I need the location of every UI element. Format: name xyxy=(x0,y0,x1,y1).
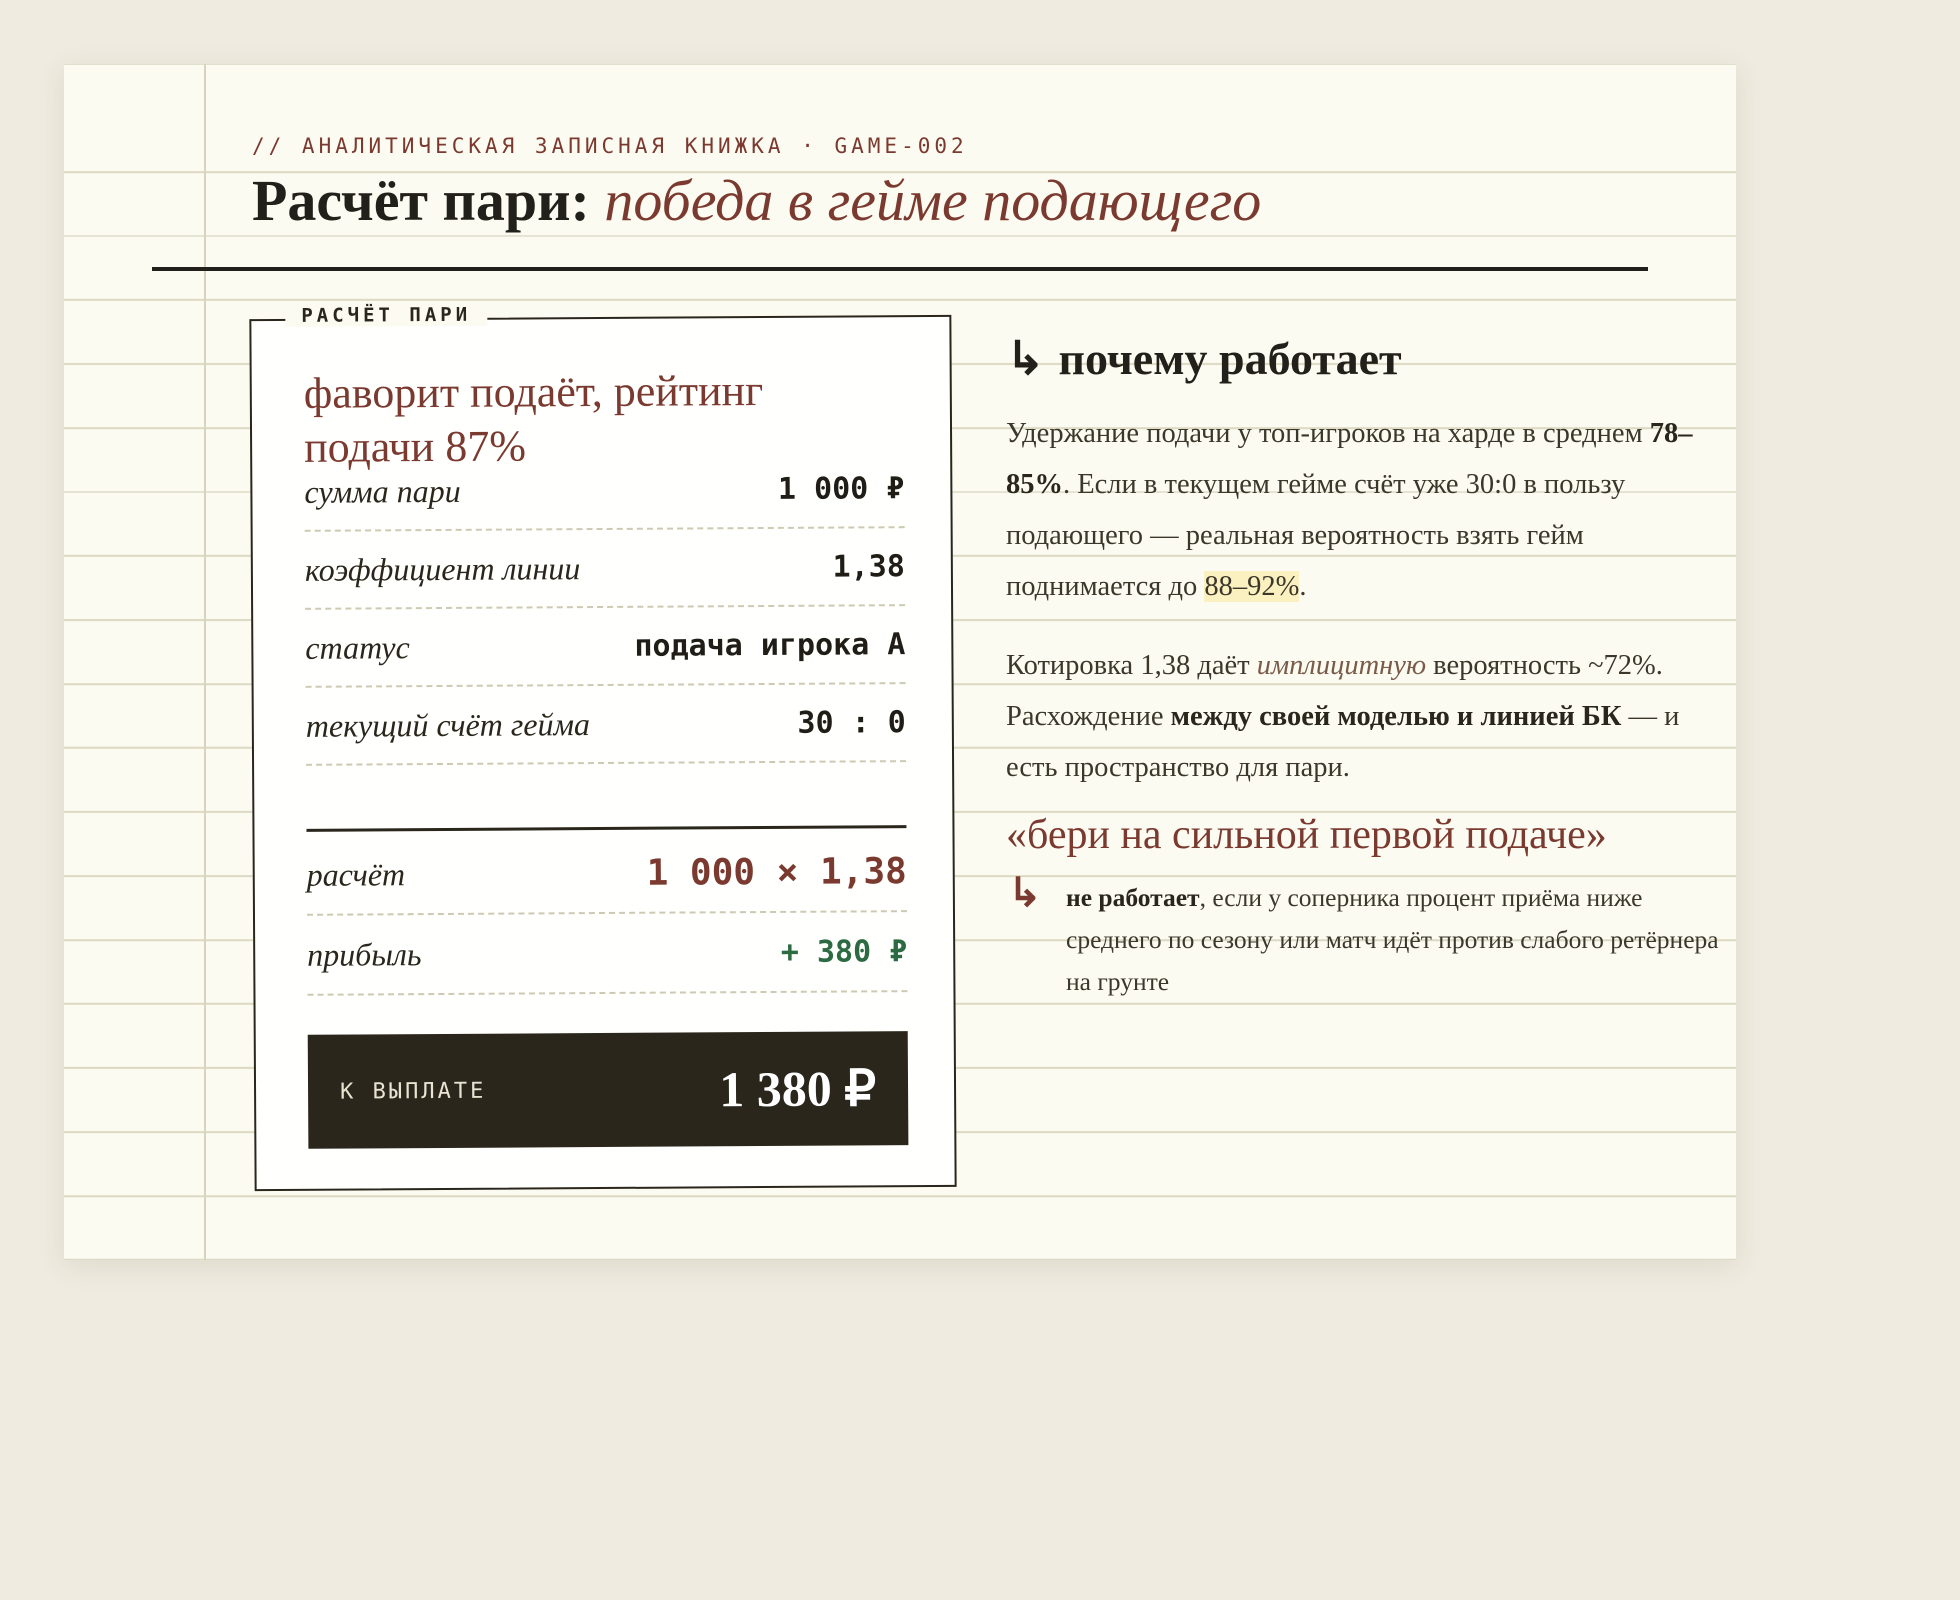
caveat-note xyxy=(1006,870,1726,1003)
explanation-paragraph-1 xyxy=(1006,408,1726,612)
hold-rate: 78–85% xyxy=(1006,418,1693,500)
model-vs-line: между своей моделью и линией БК xyxy=(1170,701,1622,732)
text-run: . Если в текущем гейме счёт уже 30:0 в пользу подающего — реальная вероятность взять гейм поднимается до xyxy=(1006,469,1626,602)
return-arrow-icon: ↳ xyxy=(1008,870,1042,915)
implied-term: имплицитную xyxy=(1256,650,1427,681)
margin-line xyxy=(204,64,206,1260)
explanation-column xyxy=(1006,322,1726,1003)
payout-label: К ВЫПЛАТЕ xyxy=(339,1078,487,1105)
row-label: текущий счёт гейма xyxy=(305,705,591,744)
why-heading-text: почему работает xyxy=(1058,332,1402,384)
notebook-page xyxy=(64,64,1736,1260)
header-divider xyxy=(152,267,1648,271)
bet-calculation-card xyxy=(249,303,956,1191)
text-run: . xyxy=(1299,571,1307,602)
why-heading xyxy=(1006,322,1726,394)
row-label: прибыль xyxy=(307,935,422,973)
row-value: подача игрока A xyxy=(634,626,906,664)
payout-bar xyxy=(308,1031,909,1149)
row-label: коэффициент линии xyxy=(304,549,581,588)
row-calculation xyxy=(307,832,907,916)
row-label: расчёт xyxy=(306,855,406,893)
calc-value: 1 000 × 1,38 xyxy=(646,850,907,894)
payout-value: 1 380 ₽ xyxy=(719,1060,877,1118)
page-title xyxy=(252,165,1261,238)
caveat-text: , если у соперника процент приёма ниже среднего по сезону или матч идёт против слабого ретёрнера на грунте xyxy=(1066,883,1719,996)
row-odds xyxy=(305,528,905,610)
row-value: 30 : 0 xyxy=(797,704,906,741)
text-run: Котировка 1,38 даёт xyxy=(1006,650,1257,681)
title-accent: победа в гейме подающего xyxy=(604,168,1262,233)
return-arrow-icon: ↳ xyxy=(1006,333,1045,384)
row-status xyxy=(305,606,905,688)
title-main: Расчёт пари: xyxy=(252,168,590,233)
row-label: статус xyxy=(305,628,410,666)
caveat-bold: не работает xyxy=(1066,883,1200,912)
row-value: 1 000 ₽ xyxy=(777,470,905,507)
card-heading: фаворит подаёт, рейтинг подачи 87% xyxy=(303,366,764,472)
text-run: Удержание подачи у топ-игроков на харде в среднем xyxy=(1006,418,1650,449)
rule-quote: «бери на сильной первой подаче» xyxy=(1006,812,1607,858)
card-divider xyxy=(306,825,906,832)
row-game-score xyxy=(306,684,906,766)
text-run: — и есть пространство для пари. xyxy=(1006,701,1680,783)
explanation-paragraph-2 xyxy=(1006,640,1726,793)
highlighted-probability: 88–92% xyxy=(1204,571,1300,602)
row-profit xyxy=(307,912,907,996)
notebook-eyebrow: // АНАЛИТИЧЕСКАЯ ЗАПИСНАЯ КНИЖКА · GAME-002 xyxy=(252,134,968,158)
text-run: вероятность ~72%. Расхождение xyxy=(1006,650,1663,732)
card-tag: РАСЧЁТ ПАРИ xyxy=(285,304,487,327)
profit-value: + 380 ₽ xyxy=(780,933,908,970)
row-label: сумма пари xyxy=(304,472,461,510)
row-value: 1,38 xyxy=(832,548,905,585)
row-stake xyxy=(304,450,904,532)
